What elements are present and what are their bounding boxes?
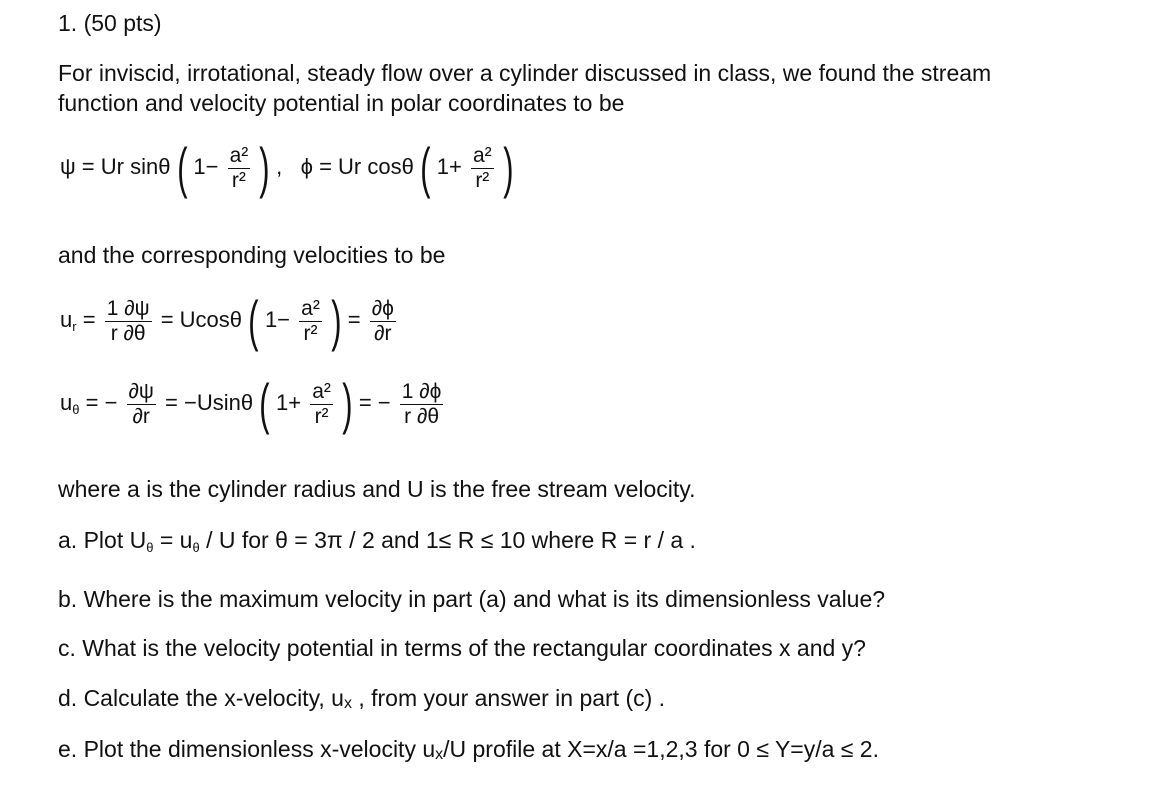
- left-paren: (: [259, 372, 270, 435]
- part-b: b. Where is the maximum velocity in part (a) and what is its dimensionless value?: [58, 586, 886, 612]
- part-a-mid-subscript: θ: [192, 540, 200, 555]
- one-over-r-dpsi-dtheta: [105, 297, 152, 346]
- part-d-prefix: d. Calculate the x-velocity, u: [58, 685, 344, 711]
- fraction-denominator: r ∂θ: [110, 321, 146, 345]
- definitions-text: where a is the cylinder radius and U is the free stream velocity.: [58, 476, 696, 502]
- equals-sign: =: [82, 306, 96, 332]
- stream-potential-equation: [60, 136, 514, 199]
- fraction-numerator: ∂ϕ: [371, 296, 394, 320]
- fraction-denominator: r ∂θ: [404, 404, 440, 428]
- intro-line-2: function and velocity potential in polar coordinates to be: [58, 90, 625, 116]
- part-d: [58, 683, 665, 719]
- fraction-denominator: r²: [475, 168, 490, 192]
- right-paren: ): [342, 372, 353, 435]
- ur-base: u: [60, 306, 73, 332]
- part-e-prefix: e. Plot the dimensionless x-velocity u: [58, 736, 436, 762]
- dphi-over-dr-fraction: [370, 297, 396, 346]
- a2-over-r2-fraction: [471, 144, 494, 193]
- part-a: [58, 525, 696, 563]
- fraction-numerator: a²: [472, 143, 492, 167]
- left-paren: (: [420, 136, 431, 199]
- ur-symbol: [60, 307, 77, 332]
- ur-subscript: r: [72, 318, 77, 334]
- utheta-base: u: [60, 389, 73, 415]
- fraction-denominator: r²: [231, 168, 246, 192]
- part-e-subscript: x: [435, 746, 444, 763]
- fraction-numerator: a²: [312, 379, 331, 403]
- one-minus: 1−: [193, 153, 219, 179]
- intro-line-1: For inviscid, irrotational, steady flow over a cylinder discussed in class, we found the stream: [58, 60, 992, 86]
- a2-over-r2-fraction: [310, 380, 333, 429]
- right-paren: ): [259, 136, 270, 199]
- fraction-denominator: ∂r: [374, 321, 392, 345]
- a2-over-r2-fraction: [299, 297, 322, 346]
- phi-expression: ϕ = Ur cosθ: [300, 153, 414, 179]
- one-minus: 1−: [264, 306, 291, 332]
- utheta-subscript: θ: [72, 401, 80, 417]
- problem-header: 1. (50 pts): [58, 10, 162, 36]
- left-paren: (: [176, 136, 188, 199]
- velocities-intro: and the corresponding velocities to be: [58, 242, 446, 268]
- fraction-numerator: a²: [229, 143, 249, 167]
- comma-separator: ,: [276, 153, 283, 179]
- equals-sign: =: [347, 306, 361, 332]
- one-over-r-dphi-dtheta: [400, 380, 444, 429]
- fraction-numerator: 1 ∂ψ: [106, 296, 150, 320]
- part-a-prefix: a. Plot U: [58, 527, 147, 553]
- part-c: c. What is the velocity potential in terms of the rectangular coordinates x and y?: [58, 635, 866, 661]
- right-paren: ): [331, 289, 342, 352]
- fraction-numerator: ∂ψ: [128, 379, 154, 403]
- part-e: [58, 734, 879, 770]
- utheta-equation: [60, 372, 446, 435]
- utheta-symbol: [60, 390, 79, 415]
- psi-expression: ψ = Ur sinθ: [60, 153, 171, 179]
- part-d-rest: , from your answer in part (c) .: [351, 685, 666, 711]
- fraction-numerator: 1 ∂ϕ: [401, 379, 442, 403]
- right-paren: ): [502, 136, 514, 199]
- fraction-denominator: r²: [314, 404, 329, 428]
- equals-minus: = −: [85, 389, 118, 415]
- left-paren: (: [248, 289, 259, 352]
- fraction-denominator: r²: [303, 321, 318, 345]
- part-d-subscript: x: [343, 695, 352, 712]
- part-a-mid: = u: [159, 527, 193, 553]
- fraction-numerator: a²: [301, 296, 320, 320]
- one-plus: 1+: [436, 153, 462, 179]
- fraction-denominator: ∂r: [132, 404, 150, 428]
- part-a-subscript: θ: [146, 540, 154, 555]
- ucos-term: = Ucosθ: [160, 306, 243, 332]
- part-a-rest: / U for θ = 3π / 2 and 1≤ R ≤ 10 where R = r / a .: [206, 527, 696, 553]
- usin-term: = −Usinθ: [165, 389, 254, 415]
- a2-over-r2-fraction: [228, 144, 251, 193]
- part-e-rest: /U profile at X=x/a =1,2,3 for 0 ≤ Y=y/a ≤ 2.: [443, 736, 879, 762]
- dpsi-over-dr-fraction: [127, 380, 156, 429]
- equals-minus: = −: [358, 389, 391, 415]
- one-plus: 1+: [276, 389, 302, 415]
- ur-equation: [60, 289, 399, 352]
